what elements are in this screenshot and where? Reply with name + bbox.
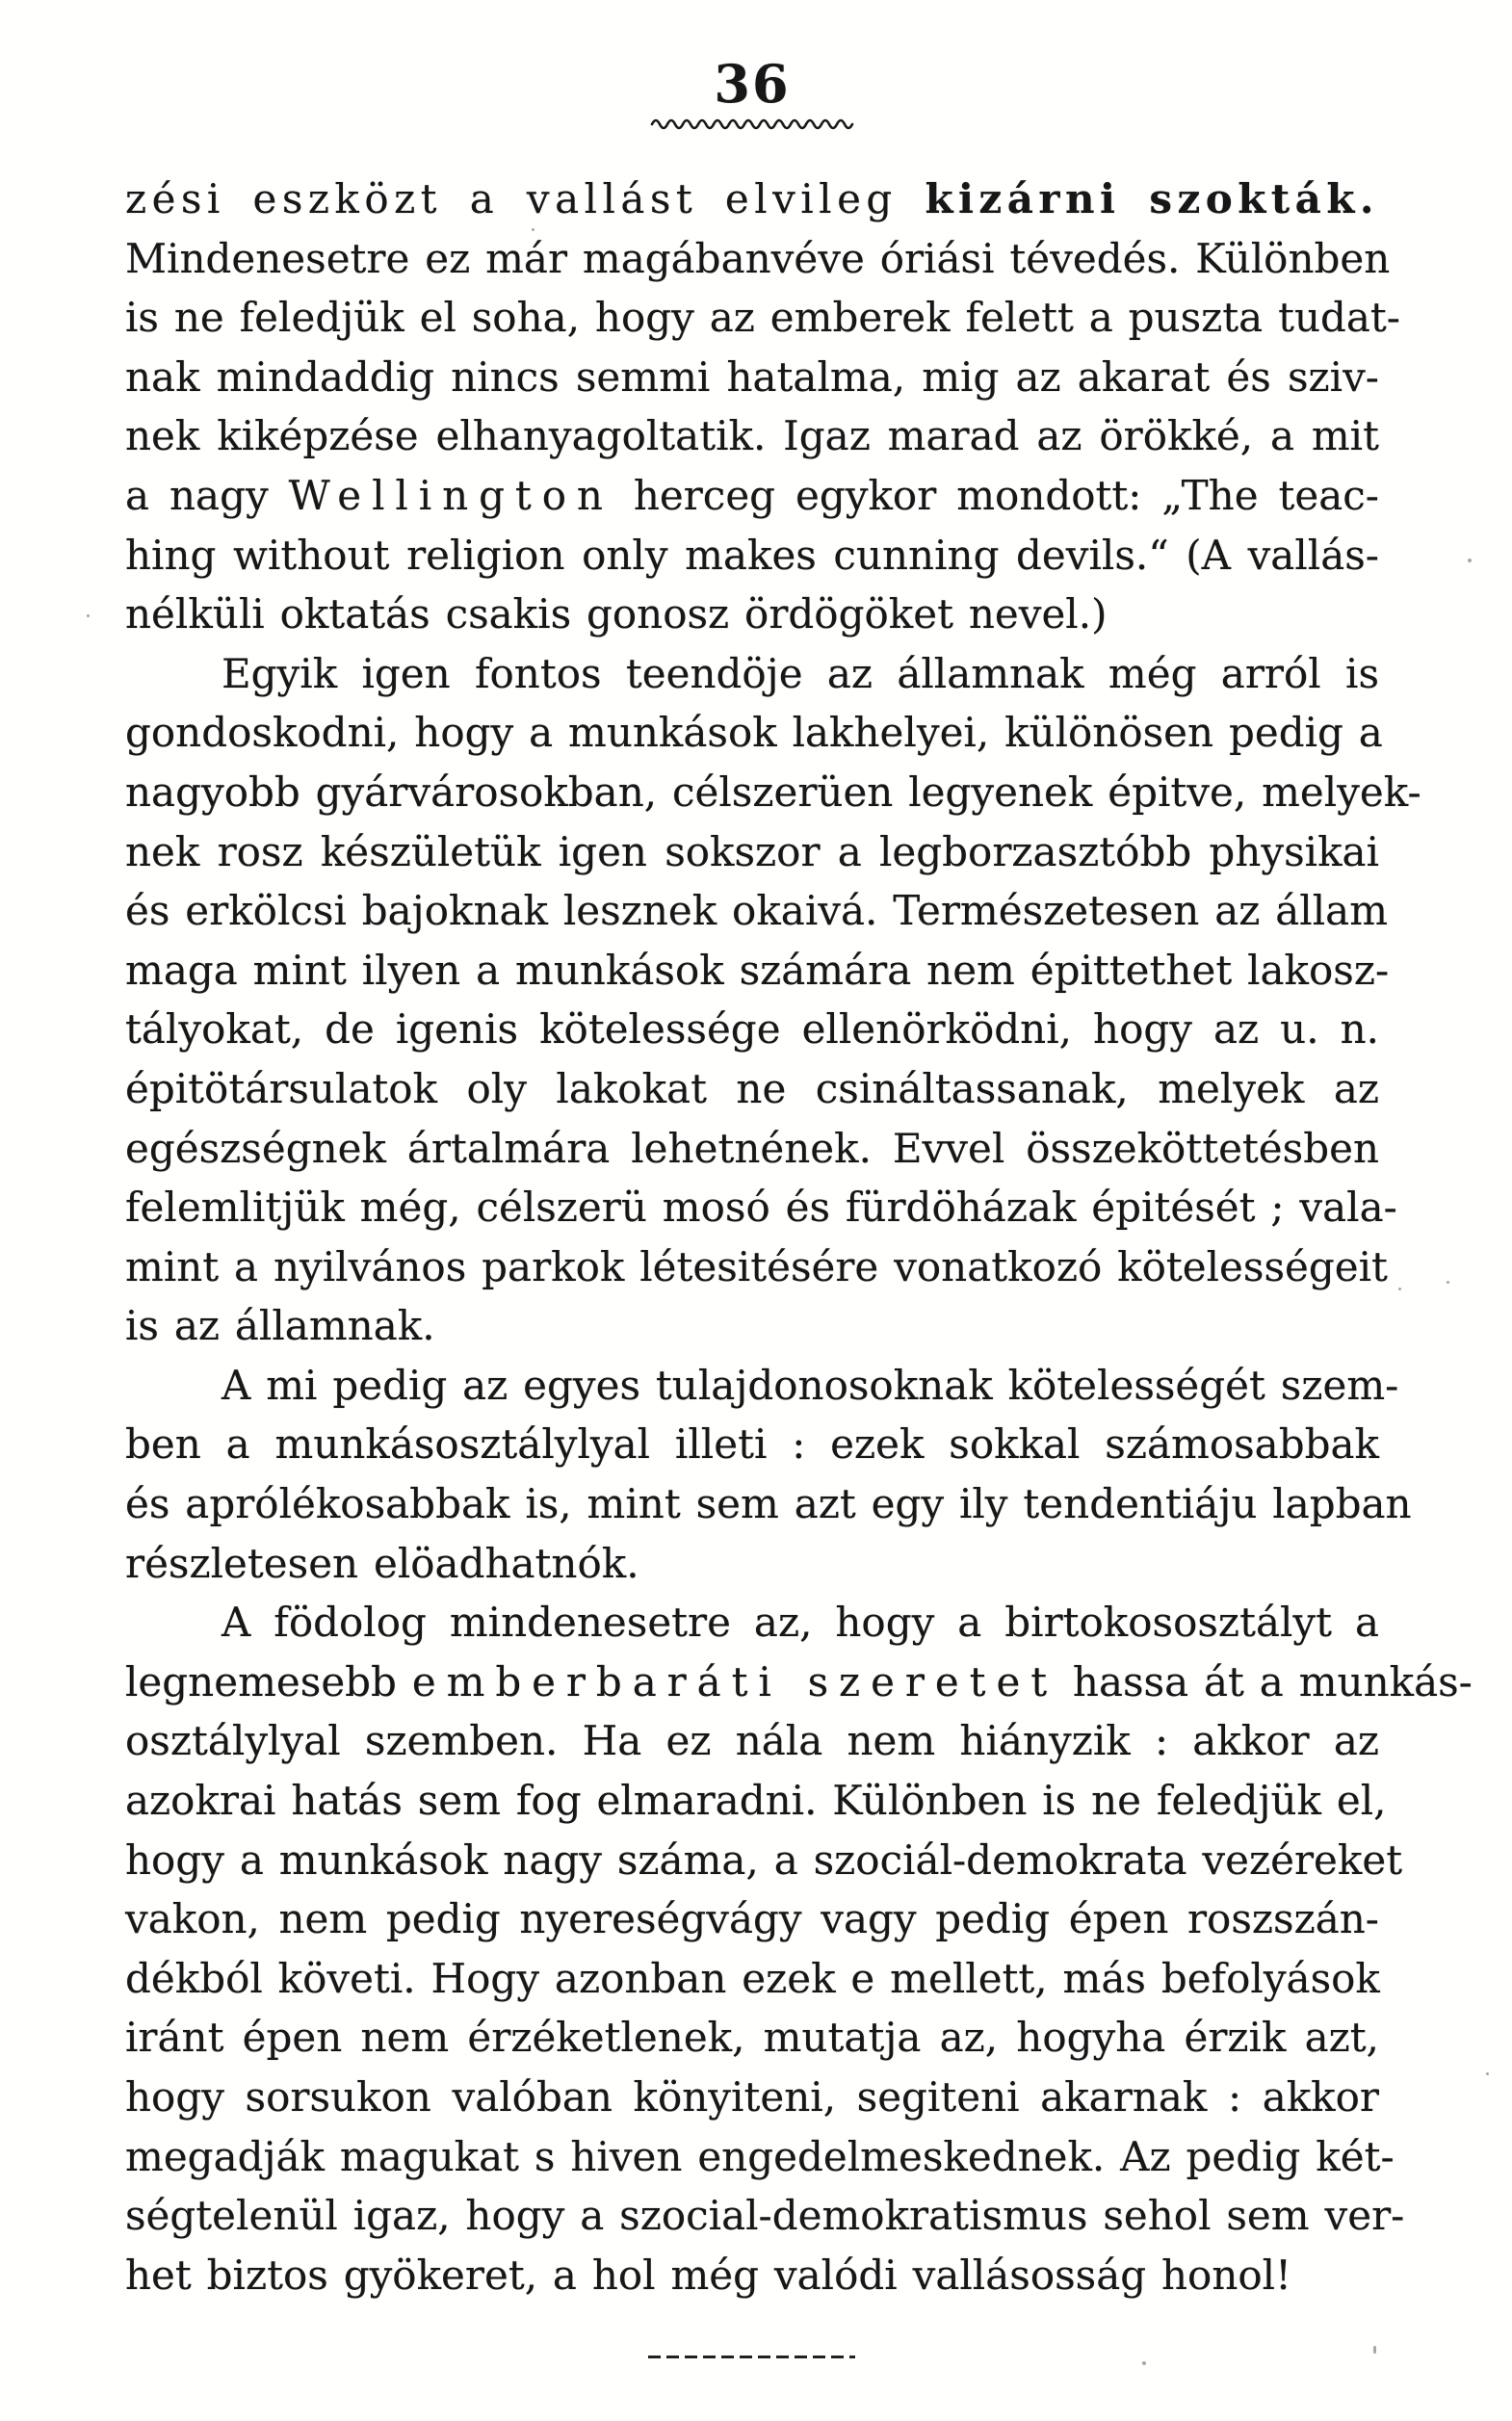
text-line	[125, 585, 1379, 644]
text-line	[125, 406, 1379, 466]
text-line	[125, 2068, 1379, 2127]
text-line	[125, 348, 1379, 407]
noise-speck	[1142, 2361, 1146, 2365]
noise-speck	[1468, 559, 1472, 562]
text-segment: ben a munkásosztálylyal illeti : ezek sokkal számosabbak	[125, 1420, 1379, 1469]
text-segment: azokrai hatás sem fog elmaradni. Különben is ne feledjük el,	[125, 1777, 1387, 1825]
text-line	[125, 1889, 1379, 1949]
noise-speck	[1398, 1288, 1401, 1290]
text-line	[125, 466, 1379, 526]
text-line	[125, 644, 1379, 704]
text-segment: dékból követi. Hogy azonban ezek e mellett, más befolyások	[125, 1954, 1380, 2002]
end-rule	[648, 2356, 855, 2358]
text-segment: is ne feledjük el soha, hogy az emberek felett a puszta tudat-	[125, 294, 1400, 342]
text-line	[125, 1296, 1379, 1356]
text-line	[125, 1949, 1379, 2009]
text-line	[125, 1593, 1379, 1653]
text-line	[125, 526, 1379, 586]
noise-speck	[1373, 2346, 1376, 2354]
page-number: 36	[714, 53, 791, 115]
text-segment: osztálylyal szemben. Ha ez nála nem hiányzik : akkor az	[125, 1717, 1379, 1765]
text-line	[125, 288, 1400, 348]
text-segment: Egyik igen fontos teendöje az államnak még arról is	[222, 649, 1379, 697]
text-line	[125, 2008, 1379, 2068]
text-segment: felemlitjük még, célszerü mosó és fürdöházak épitését ; vala-	[125, 1184, 1397, 1232]
text-segment: részletesen elöadhatnók.	[125, 1539, 639, 1587]
text-segment: maga mint ilyen a munkások számára nem épittethet lakosz-	[125, 946, 1390, 994]
text-line	[125, 1119, 1379, 1179]
text-segment: zési eszközt a vallást elvileg	[125, 175, 925, 222]
text-segment: hassa át a munkás-	[1057, 1657, 1473, 1705]
text-line	[125, 1711, 1379, 1771]
text-segment: legnemesebb	[125, 1657, 412, 1705]
text-line	[125, 169, 1379, 229]
text-segment: nak mindaddig nincs semmi hatalma, mig az akarat és sziv-	[125, 352, 1379, 401]
text-segment: nek kiképzése elhanyagoltatik. Igaz marad az örökké, a mit	[125, 412, 1379, 460]
text-line	[125, 703, 1383, 763]
text-segment: megadják magukat s hiven engedelmeskednek. Az pedig két-	[125, 2132, 1395, 2180]
text-segment: Mindenesetre ez már magábanvéve óriási tévedés. Különben	[125, 234, 1391, 282]
text-line	[125, 1771, 1387, 1831]
noise-speck	[1486, 2072, 1489, 2075]
text-segment: mint a nyilvános parkok létesitésére vonatkozó kötelességeit	[125, 1242, 1388, 1290]
body-text	[125, 169, 1473, 2304]
text-line	[125, 1474, 1412, 1534]
text-segment: emberbaráti szeretet	[411, 1657, 1058, 1705]
text-line	[125, 1059, 1379, 1119]
text-segment: A födolog mindenesetre az, hogy a birtokososztályt a	[222, 1599, 1379, 1647]
text-line	[125, 2127, 1395, 2187]
text-segment: épitötársulatok oly lakokat ne csináltassanak, melyek az	[125, 1064, 1379, 1112]
squiggle-rule	[650, 114, 854, 131]
text-segment: Wellington	[288, 471, 613, 519]
text-line	[125, 1237, 1388, 1297]
text-segment: hogy sorsukon valóban könyiteni, segiteni akarnak : akkor	[125, 2073, 1379, 2121]
text-segment: tályokat, de igenis kötelessége ellenörködni, hogy az u. n.	[125, 1005, 1379, 1054]
text-line	[125, 1831, 1403, 1890]
text-line	[125, 941, 1390, 1001]
text-segment: és erkölcsi bajoknak lesznek okaivá. Természetesen az állam	[125, 887, 1389, 935]
text-line	[125, 1415, 1379, 1474]
text-segment: ségtelenül igaz, hogy a szocial-demokratismus sehol sem ver-	[125, 2192, 1405, 2240]
text-line	[125, 822, 1379, 882]
text-segment: A mi pedig az egyes tulajdonosoknak kötelességét szem-	[222, 1361, 1399, 1409]
text-line	[125, 881, 1389, 941]
noise-speck	[1447, 1281, 1449, 1284]
text-line	[125, 1178, 1397, 1237]
text-segment: nek rosz készületük igen sokszor a legborzasztóbb physikai	[125, 827, 1379, 875]
text-line	[125, 1356, 1399, 1416]
text-segment: nélküli oktatás csakis gonosz ördögöket nevel.)	[125, 590, 1108, 638]
noise-speck	[532, 228, 534, 231]
text-line	[125, 229, 1391, 289]
text-segment: is az államnak.	[125, 1302, 435, 1350]
text-segment: gondoskodni, hogy a munkások lakhelyei, különösen pedig a	[125, 709, 1383, 757]
text-segment: iránt épen nem érzéketlenek, mutatja az, hogyha érzik azt,	[125, 2014, 1379, 2062]
text-segment: nagyobb gyárvárosokban, célszerüen legyenek épitve, melyek-	[125, 768, 1421, 816]
text-line	[125, 1534, 1379, 1594]
noise-speck	[87, 614, 90, 617]
text-segment: hogy a munkások nagy száma, a szociál-demokrata vezéreket	[125, 1835, 1403, 1884]
text-line	[125, 1000, 1379, 1059]
text-line	[125, 1653, 1473, 1712]
text-segment: herceg egykor mondott: „The teac-	[613, 471, 1379, 519]
text-segment: a nagy	[125, 471, 289, 519]
text-segment: vakon, nem pedig nyereségvágy vagy pedig épen roszszán-	[125, 1895, 1379, 1943]
page-header	[125, 53, 1379, 131]
text-line	[125, 2186, 1405, 2246]
text-segment: egészségnek ártalmára lehetnének. Evvel összeköttetésben	[125, 1124, 1379, 1172]
text-line	[125, 763, 1421, 822]
text-segment: het biztos gyökeret, a hol még valódi vallásosság honol!	[125, 2251, 1291, 2299]
text-segment: hing without religion only makes cunning devils.“ (A vallás-	[125, 531, 1379, 579]
text-segment: és aprólékosabbak is, mint sem azt egy ily tendentiáju lapban	[125, 1480, 1412, 1528]
text-segment: kizárni szokták.	[925, 175, 1379, 222]
text-line	[125, 2246, 1379, 2305]
